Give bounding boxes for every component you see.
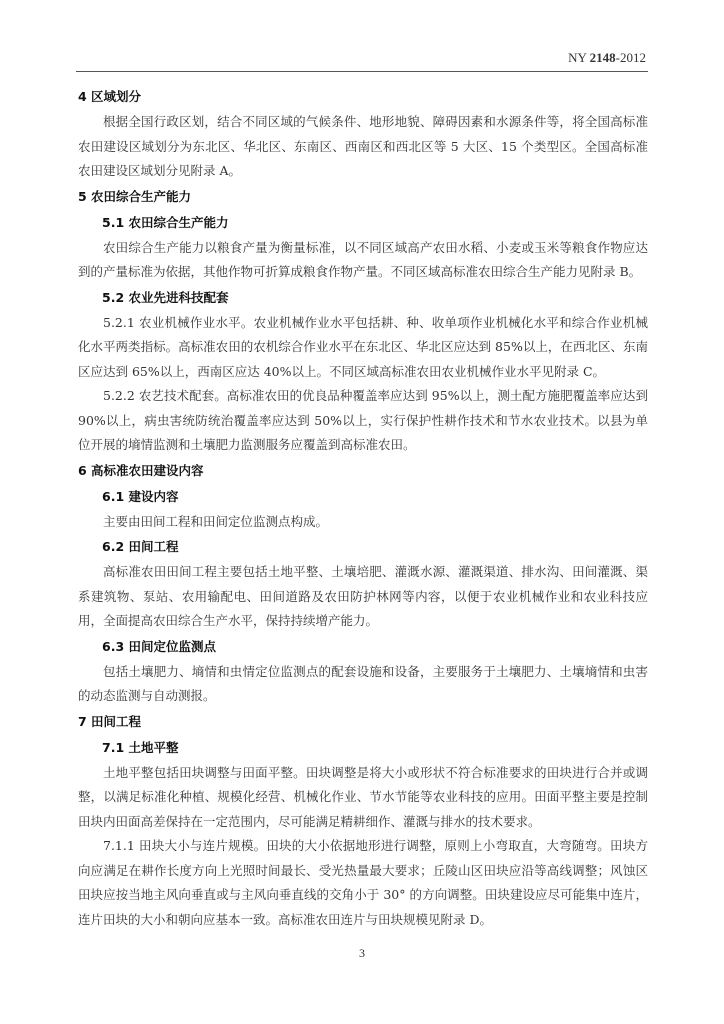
- section-heading: 4 区域划分: [78, 89, 142, 104]
- subsection-heading: 7.1 土地平整: [102, 739, 179, 755]
- header-suffix: -2012: [615, 50, 646, 65]
- section-heading: 5 农田综合生产能力: [78, 188, 192, 204]
- standard-number-header: [568, 50, 646, 66]
- paragraph: 高标准农田田间工程主要包括土地平整、土壤培肥、灌溉水源、灌溉渠道、排水沟、田间灌溉、渠系建筑物、泵站、农用输配电、田间道路及农田防护林网等内容，以便于农业机械作业和农业科技应用，全面提高农田综合生产水平，保持持续增产能力。: [78, 564, 648, 628]
- subsection-heading: 6.2 田间工程: [102, 539, 179, 554]
- section-heading: 6 高标准农田建设内容: [78, 462, 204, 478]
- subsection-heading: 5.2 农业先进科技配套: [102, 289, 229, 305]
- paragraph: 包括土壤肥力、墒情和虫情定位监测点的配套设施和设备，主要服务于土壤肥力、土壤墒情和虫害的动态监测与自动测报。: [78, 663, 648, 703]
- paragraph: 土地平整包括田块调整与田面平整。田块调整是将大小或形状不符合标准要求的田块进行合并或调整，以满足标准化种植、规模化经营、机械化作业、节水节能等农业科技的应用。田面平整主要是控制田块内田面高差保持在一定范围内，尽可能满足精耕细作、灌溉与排水的技术要求。: [78, 764, 648, 829]
- paragraph: 7.1.1 田块大小与连片规模。田块的大小依据地形进行调整，原则上小弯取直，大弯随弯。田块方向应满足在耕作长度方向上光照时间最长、受光热量最大要求；丘陵山区田块应沿等高线调整；风蚀区田块应按当地主风向垂直或与主风向垂直线的交角小于 30° 的方向调整。田块建设应尽可能集中连片，连片田块的大小和朝向应基本一致。高标准农田连片与田块规模见附录 D。: [78, 838, 648, 927]
- page-number: 3: [359, 946, 365, 960]
- header-number: 2148: [589, 50, 616, 65]
- paragraph: 农田综合生产能力以粮食产量为衡量标准，以不同区域高产农田水稻、小麦或玉米等粮食作物应达到的产量标准为依据，其他作物可折算成粮食作物产量。不同区域高标准农田综合生产能力见附录 B。: [78, 239, 648, 279]
- document-body: [78, 84, 648, 932]
- paragraph: 5.2.1 农业机械作业水平。农业机械作业水平包括耕、种、收单项作业机械化水平和综合作业机械化水平两类指标。高标准农田的农机综合作业水平在东北区、华北区应达到 85%以上，在西北区、东南区应达到 65%以上，西南区应达 40%以上。不同区域高标准农田农业机械作业水平见附录 C。: [78, 314, 648, 379]
- subsection-heading: 6.1 建设内容: [102, 488, 179, 504]
- subsection-heading: 5.1 农田综合生产能力: [102, 214, 229, 230]
- paragraph: 根据全国行政区划，结合不同区域的气候条件、地形地貌、障碍因素和水源条件等，将全国高标准农田建设区域划分为东北区、华北区、东南区、西南区和西北区等 5 大区、15 个类型区。全国高标准农田建设区域划分见附录 A。: [78, 114, 648, 178]
- header-rule: [76, 71, 648, 72]
- paragraph: 5.2.2 农艺技术配套。高标准农田的优良品种覆盖率应达到 95%以上，测土配方施肥覆盖率应达到 90%以上，病虫害统防统治覆盖率应达到 50%以上，实行保护性耕作技术和节水农业技术。以县为单位开展的墒情监测和土壤肥力监测服务应覆盖到高标准农田。: [78, 388, 648, 452]
- header-prefix: NY: [568, 50, 590, 65]
- subsection-heading: 6.3 田间定位监测点: [102, 638, 216, 654]
- section-heading: 7 田间工程: [78, 713, 142, 729]
- paragraph: 主要由田间工程和田间定位监测点构成。: [103, 513, 329, 529]
